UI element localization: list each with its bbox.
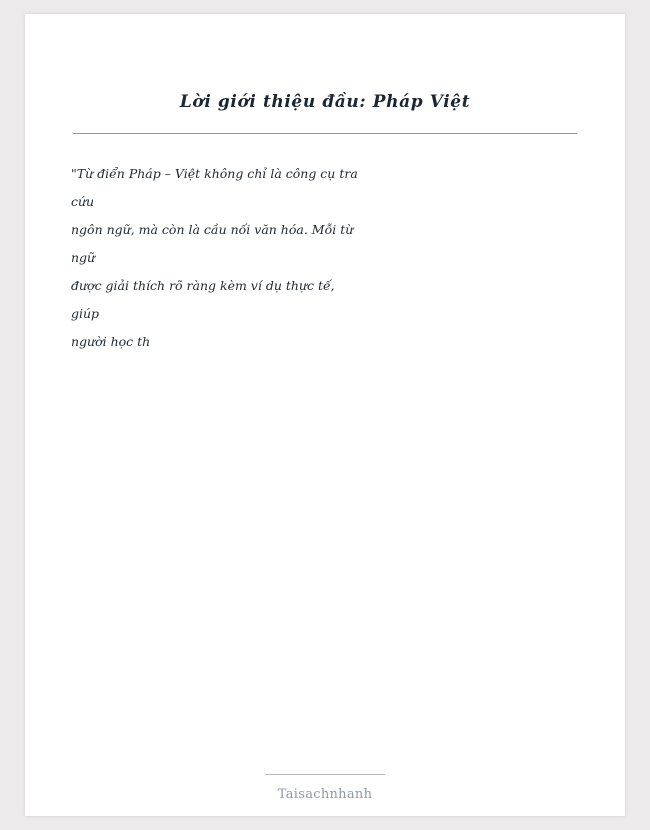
- document-body: [25, 134, 625, 356]
- footer-divider: [265, 774, 385, 775]
- body-line: cứu: [71, 194, 95, 209]
- body-line: được giải thích rõ ràng kèm ví dụ thực tế,: [71, 278, 335, 293]
- body-line: giúp: [71, 306, 100, 321]
- footer-label: Taisachnhanh: [277, 787, 373, 802]
- page-title: Lời giới thiệu đầu: Pháp Việt: [179, 92, 471, 112]
- body-line: ngôn ngữ, mà còn là cầu nối văn hóa. Mỗi từ: [71, 222, 354, 237]
- page-footer: [25, 774, 625, 802]
- document-page: [25, 14, 625, 816]
- body-line: "Từ điển Pháp – Việt không chỉ là công cụ tra: [71, 166, 358, 181]
- body-line: ngữ: [71, 250, 96, 265]
- body-line: người học th: [71, 334, 151, 349]
